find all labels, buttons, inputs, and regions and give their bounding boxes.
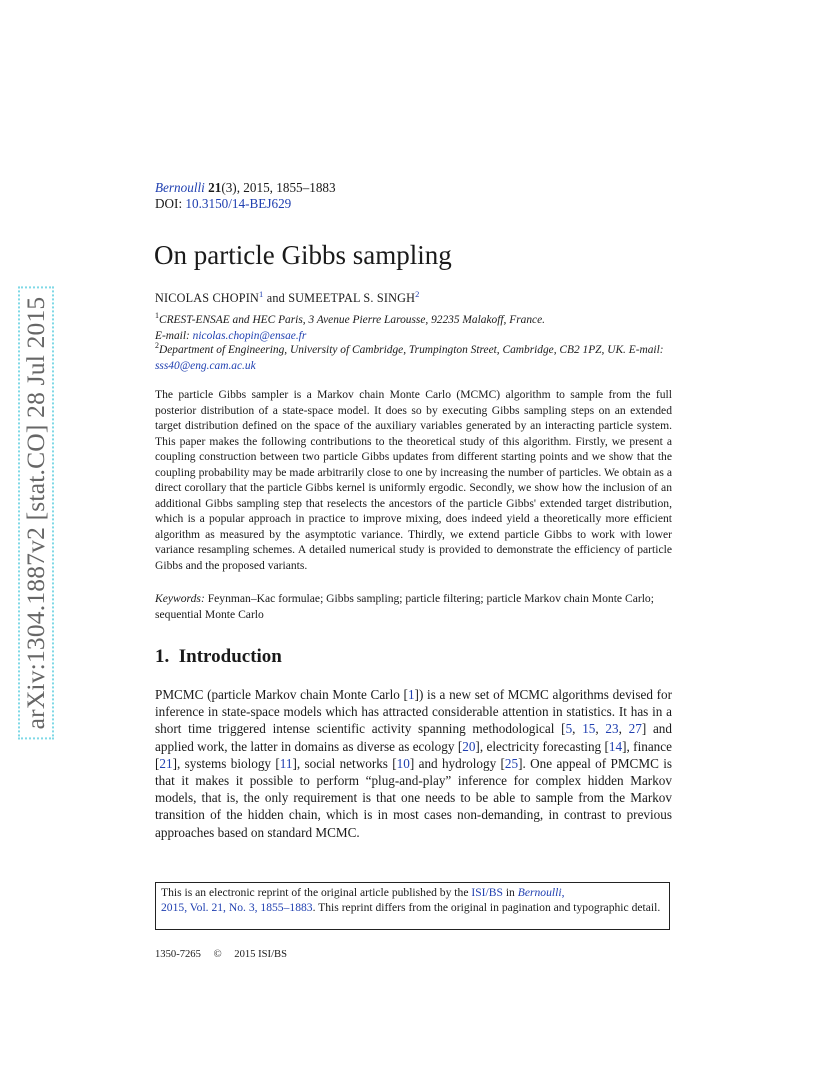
- affiliation-marker[interactable]: 2: [415, 289, 420, 299]
- citation-link[interactable]: 11: [279, 755, 293, 771]
- section-number: 1.: [155, 646, 170, 667]
- page-footer: [155, 948, 297, 962]
- keywords: [155, 591, 672, 622]
- intro-text: PMCMC (particle Markov chain Monte Carlo: [155, 687, 404, 702]
- email-label: E-mail:: [155, 330, 193, 342]
- citation-link[interactable]: 20: [462, 738, 476, 754]
- keywords-label: Keywords:: [155, 592, 205, 605]
- citation-link[interactable]: 23: [605, 721, 619, 737]
- intro-text: , electricity forecasting: [479, 738, 605, 754]
- reprint-text: This is an electronic reprint of the original article published by the: [161, 886, 472, 899]
- arxiv-stamp: arXiv:1304.1887v2 [stat.CO] 28 Jul 2015: [18, 287, 54, 740]
- citation-link[interactable]: 1: [407, 687, 415, 702]
- journal-citation: [155, 180, 336, 196]
- authors: [155, 286, 420, 306]
- intro-text: , systems biology: [177, 755, 276, 771]
- author-conjunction: and: [263, 291, 289, 305]
- citation-link[interactable]: 5: [565, 721, 573, 737]
- issn: 1350-7265: [155, 949, 201, 960]
- section-heading: [155, 645, 282, 669]
- abstract: The particle Gibbs sampler is a Markov chain Monte Carlo (MCMC) algorithm to sample from the full posterior distribution of a state-space model. It does so by executing Gibbs sampling steps on an extended target distribution defined on the space of the auxiliary variables generated by an interacting particle system. This paper makes the following contributions to the theoretical study of this algorithm. Firstly, we present a coupling construction between two particle Gibbs updates from different starting points and we show that the coupling probability may be made arbitrarily close to one by increasing the number of particles. We obtain as a direct corollary that the particle Gibbs kernel is uniformly ergodic. Secondly, we show how the inclusion of an additional Gibbs sampling step that reselects the ancestors of the particle Gibbs' extended target distribution, which is a popular approach in practice to improve mixing, does indeed yield a theoretically more efficient algorithm as measured by the asymptotic variance. Thirdly, we extend particle Gibbs to work with lower variance resampling schemes. A detailed numerical study is provided to demonstrate the efficiency of particle Gibbs and the proposed variants.: [155, 388, 672, 573]
- reprint-text: . This reprint differs from the original in pagination and typographic detail.: [312, 901, 661, 915]
- affiliation-marker[interactable]: 1: [259, 289, 264, 299]
- intro-text: and applied work, the latter in domains as diverse as ecology: [155, 721, 672, 754]
- citation-link[interactable]: 27: [628, 721, 642, 737]
- citation-link[interactable]: 14: [608, 738, 623, 754]
- email-link[interactable]: nicolas.chopin@ensae.fr: [192, 330, 307, 342]
- doi-link[interactable]: 10.3150/14-BEJ629: [185, 196, 292, 211]
- isibs-link[interactable]: ISI/BS: [471, 886, 503, 899]
- copyright-symbol: ©: [213, 949, 222, 960]
- doi-label: DOI:: [155, 196, 183, 211]
- journal-link[interactable]: Bernoulli: [155, 180, 205, 195]
- citation-link[interactable]: 15: [582, 721, 596, 737]
- journal-link-comma[interactable]: ,: [561, 886, 565, 899]
- journal-issue: (3), 2015, 1855–1883: [221, 180, 336, 195]
- doi-line: [155, 196, 291, 212]
- intro-text: , finance: [626, 738, 672, 754]
- affiliation-text: CREST-ENSAE and HEC Paris, 3 Avenue Pierre Larousse, 92235 Malakoff, France.: [159, 314, 545, 326]
- intro-text: , social networks: [296, 755, 393, 771]
- paper-title: On particle Gibbs sampling: [154, 240, 452, 270]
- author-name: NICOLAS CHOPIN: [155, 291, 260, 305]
- intro-text: ) is a new set of MCMC algorithms devised for inference in state-space models which has attracted considerable attention in statistics. It has in a short time triggered intense scientific activity spanning methodological: [155, 687, 672, 737]
- intro-text: and hydrology: [414, 755, 501, 771]
- introduction-paragraph: PMCMC (particle Markov chain Monte Carlo [1]) is a new set of MCMC algorithms devised for inference in state-space models which has attracted considerable attention in statistics. It has in a short time triggered intense scientific activity spanning methodological [5, 15, 23, 27] and applied work, the latter in domains as diverse as ecology [20], electricity forecasting [14], finance [21], systems biology [11], social networks [10] and hydrology [25]. One appeal of PMCMC is that it makes it possible to perform “plug-and-play” inference for complex hidden Markov models, that is, the only requirement is that one needs to be able to sample from the Markov transition of the hidden chain, which is in most cases non-demanding, in contrast to previous approaches based on standard MCMC.: [155, 687, 672, 840]
- affiliation-number: 1: [155, 311, 159, 320]
- journal-volume: 21: [208, 180, 222, 195]
- citation-link[interactable]: 10: [396, 755, 410, 771]
- citation-link[interactable]: 25: [504, 755, 519, 771]
- affiliation-number: 2: [155, 341, 159, 350]
- reprint-notice: [155, 882, 670, 930]
- email-label: E-mail:: [625, 344, 664, 356]
- intro-text: . One appeal of PMCMC is that it makes it possible to perform “plug-and-play” inference for complex hidden Markov models, that is, the only requirement is that one needs to be able to sample from the Markov transition of the hidden chain, which is in most cases non-demanding, in contrast to previous approaches based on standard MCMC.: [155, 755, 672, 840]
- citation-link[interactable]: 21: [159, 755, 173, 771]
- volume-link[interactable]: 2015, Vol. 21, No. 3, 1855–1883: [161, 901, 313, 915]
- keywords-text: Feynman–Kac formulae; Gibbs sampling; particle filtering; particle Markov chain Monte Carlo; sequential Monte Carlo: [155, 592, 654, 621]
- email-link[interactable]: sss40@eng.cam.ac.uk: [155, 360, 256, 372]
- section-title: Introduction: [178, 646, 282, 667]
- affiliation-2: [155, 338, 675, 374]
- affiliation-text: Department of Engineering, University of Cambridge, Trumpington Street, Cambridge, CB2 1PZ, UK.: [159, 344, 626, 356]
- copyright-holder: 2015 ISI/BS: [234, 949, 287, 960]
- journal-link[interactable]: Bernoulli: [517, 886, 562, 899]
- author-name: SUMEETPAL S. SINGH: [288, 291, 416, 305]
- reprint-text: in: [502, 886, 518, 899]
